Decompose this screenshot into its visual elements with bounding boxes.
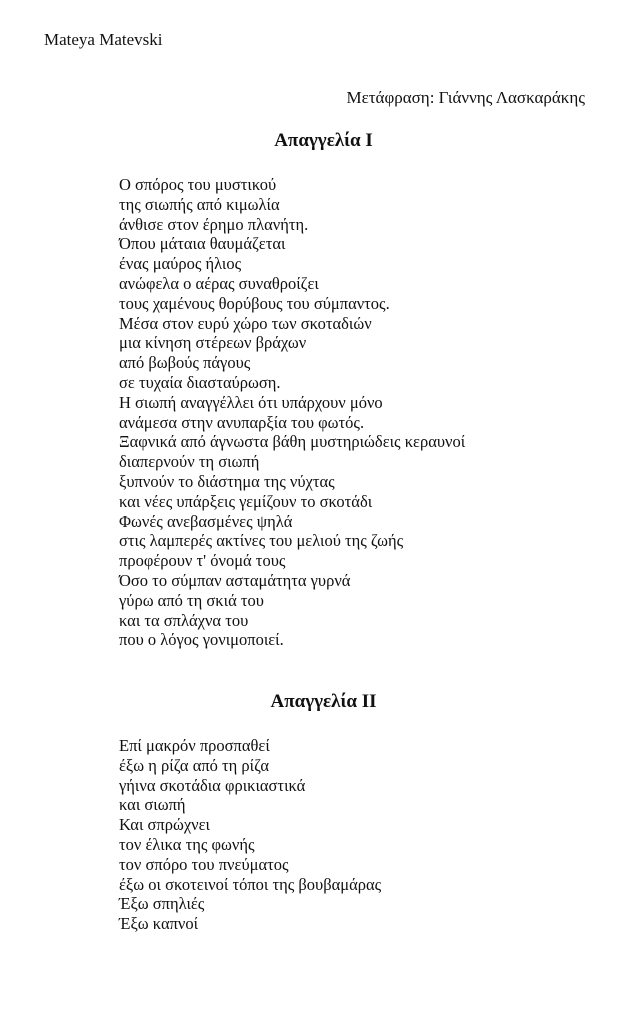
poem-line: προφέρουν τ' όνομά τους [119,551,286,571]
author-name: Mateya Matevski [44,30,163,49]
poem-line: και σιωπή [119,795,186,815]
translator-credit: Μετάφραση: Γιάννης Λασκαράκης [346,88,585,107]
poem-line: στις λαμπερές ακτίνες του μελιού της ζωής [119,531,404,551]
poem-line: έξω η ρίζα από τη ρίζα [119,755,269,775]
poem-line: Μέσα στον ευρύ χώρο των σκοταδιών [119,313,372,333]
poem-line: από βωβούς πάγους [119,353,251,373]
poem-line: διαπερνούν τη σιωπή [119,452,260,472]
poem-title-2: Απαγγελία ΙΙ [270,691,377,712]
poem-line: γήινα σκοτάδια φρικιαστικά [119,775,306,795]
poem-line: Επί μακρόν προσπαθεί [119,736,270,755]
poem-line: άνθισε στον έρημο πλανήτη. [119,214,309,234]
poem-line: τον έλικα της φωνής [119,834,255,854]
poem-line: ένας μαύρος ήλιος [119,254,242,274]
poem-1-body [119,175,465,650]
poem-line: ανώφελα ο αέρας συναθροίζει [119,273,319,293]
poem-line: ανάμεσα στην ανυπαρξία του φωτός. [119,412,365,432]
poem-line: Η σιωπή αναγγέλλει ότι υπάρχουν μόνο [119,392,383,412]
poem-line: τον σπόρο του πνεύματος [119,854,289,874]
poem-2-body [119,736,381,934]
poem-line: Ξαφνικά από άγνωστα βάθη μυστηριώδεις κεραυνοί [119,432,466,452]
poem-line: ξυπνούν το διάστημα της νύχτας [119,471,335,491]
poem-line: Έξω καπνοί [119,914,199,934]
poem-line: που ο λόγος γονιμοποιεί. [119,630,284,650]
poem-line: Έξω σπηλιές [119,894,205,914]
poem-line: τους χαμένους θορύβους του σύμπαντος. [119,293,390,313]
poem-line: και νέες υπάρξεις γεμίζουν το σκοτάδι [119,491,373,511]
poem-line: Φωνές ανεβασμένες ψηλά [119,511,293,531]
poem-line: της σιωπής από κιμωλία [119,194,280,214]
poem-title-1: Απαγγελία Ι [274,130,373,151]
poem-line: Όπου μάταια θαυμάζεται [119,234,286,254]
poem-line: γύρω από τη σκιά του [119,590,264,610]
poem-line: Και σπρώχνει [119,815,210,835]
poem-line: Όσο το σύμπαν ασταμάτητα γυρνά [119,570,351,590]
poem-line: έξω οι σκοτεινοί τόποι της βουβαμάρας [119,874,382,894]
poem-line: Ο σπόρος του μυστικού [119,175,277,194]
poem-line: σε τυχαία διασταύρωση. [119,372,281,392]
poem-line: και τα σπλάχνα του [119,610,249,630]
poem-line: μια κίνηση στέρεων βράχων [119,333,307,353]
